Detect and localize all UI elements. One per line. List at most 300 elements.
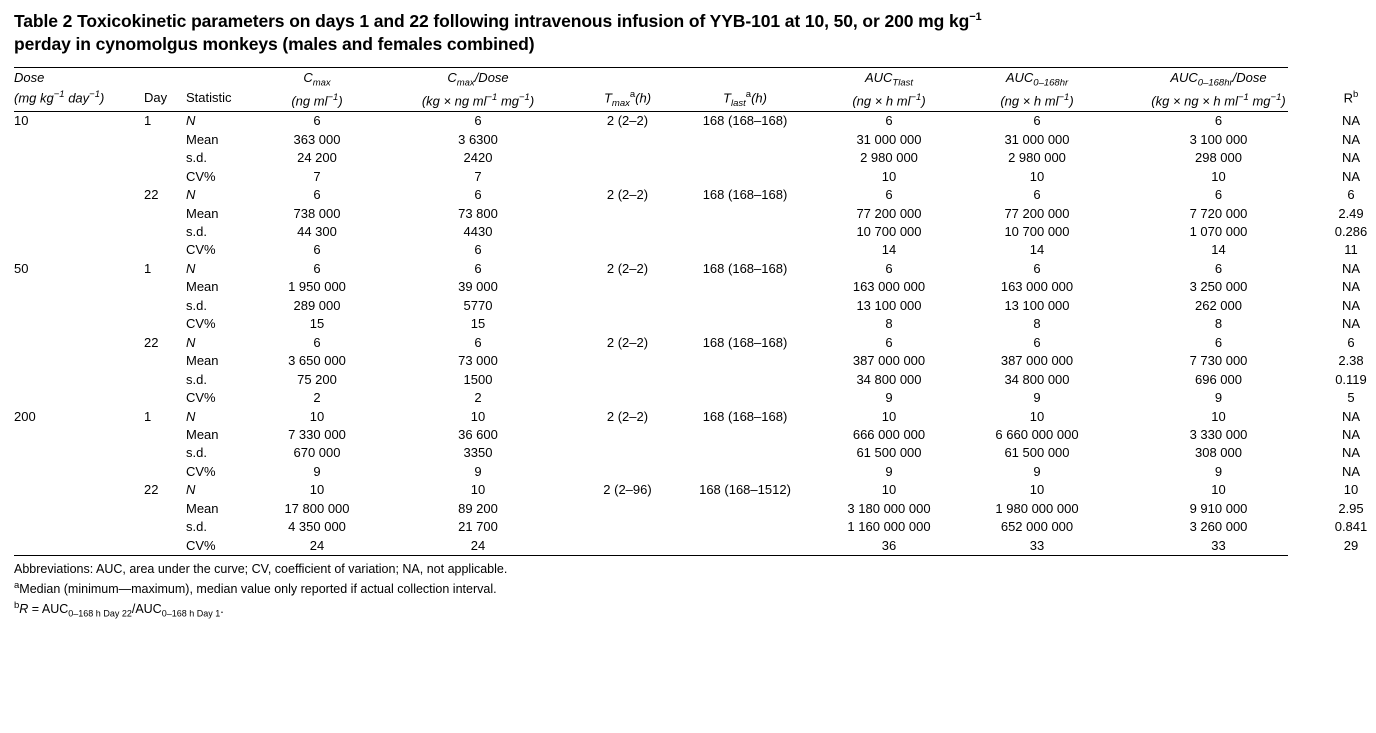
cell-tlast — [675, 315, 815, 333]
cell-auc-tlast: 8 — [885, 316, 893, 332]
cell-r: NA — [1341, 131, 1361, 147]
cell-dose — [14, 241, 144, 259]
cell-tlast: 168 (168–1512) — [699, 482, 791, 498]
header-dose-line1: Dose — [14, 69, 45, 85]
cell-day — [144, 537, 186, 555]
header-auc-0-168-line2: (ng × h $ml^{-1}$) — [1000, 91, 1074, 109]
cell-tlast — [675, 389, 815, 407]
cell-cmax-dose: 6 — [474, 260, 482, 276]
cell-r: NA — [1341, 260, 1361, 276]
cell-auc-0-168-dose: 6 — [1214, 113, 1223, 129]
cell-auc-tlast: 6 — [885, 113, 893, 129]
cell-day — [144, 444, 186, 462]
cell-auc-tlast: 163 000 000 — [852, 279, 926, 295]
table-row — [14, 352, 1376, 370]
cell-dose — [14, 389, 144, 407]
cell-tlast — [675, 205, 815, 223]
cell-auc-0-168: 6 — [1033, 113, 1041, 129]
cell-tmax — [580, 223, 675, 241]
cell-tmax — [580, 389, 675, 407]
cell-day — [144, 500, 186, 518]
table-row — [14, 481, 1376, 499]
cell-auc-tlast: 9 — [885, 390, 893, 406]
cell-tmax: 2 (2–2) — [606, 408, 649, 424]
caption-text-line2: perday in cynomolgus monkeys (males and females combined) — [14, 34, 535, 55]
cell-tmax — [580, 131, 675, 149]
cell-r: NA — [1341, 150, 1361, 166]
cell-cmax-dose: 6 — [474, 242, 482, 258]
cell-tmax: 2 (2–2) — [606, 334, 649, 350]
cell-cmax: 75 200 — [297, 371, 337, 387]
cell-r: 0.119 — [1335, 371, 1367, 387]
cell-tlast — [675, 131, 815, 149]
table-row — [14, 112, 1376, 130]
cell-auc-tlast: 3 180 000 000 — [847, 500, 931, 516]
caption-label: Table 2 — [14, 11, 73, 31]
header-tlast — [675, 68, 815, 112]
cell-tlast — [675, 278, 815, 296]
cell-tmax — [580, 371, 675, 389]
cell-day — [144, 518, 186, 536]
cell-auc-tlast: 666 000 000 — [852, 427, 926, 443]
cell-statistic: N — [186, 113, 196, 129]
cell-auc-0-168-dose: 10 — [1211, 408, 1226, 424]
cell-auc-0-168-dose: 6 — [1214, 334, 1223, 350]
cell-tmax — [580, 500, 675, 518]
header-tmax — [580, 68, 675, 112]
header-auc-0-168-dose-line2: (kg × ng × h $ml^{-1}$ $mg^{-1}$) — [1151, 91, 1286, 109]
header-day-label: Day — [144, 89, 168, 105]
cell-auc-tlast: 34 800 000 — [856, 371, 922, 387]
table-row — [14, 168, 1376, 186]
cell-cmax-dose: 9 — [474, 463, 482, 479]
cell-cmax: 7 330 000 — [288, 427, 346, 443]
header-tlast-label: $T_{last}^a(h)$ — [723, 88, 767, 109]
header-auc-tlast-line2: (ng × h $ml^{-1}$) — [852, 91, 926, 109]
cell-r: NA — [1341, 445, 1361, 461]
cell-auc-0-168-dose: 10 — [1211, 482, 1226, 498]
cell-tlast — [675, 463, 815, 481]
cell-cmax-dose: 2420 — [463, 150, 493, 166]
cell-cmax-dose: 10 — [470, 408, 486, 424]
cell-day: 1 — [144, 113, 152, 129]
cell-auc-0-168-dose: 7 720 000 — [1189, 205, 1248, 221]
cell-day — [144, 389, 186, 407]
cell-cmax: 6 — [313, 334, 321, 350]
cell-auc-0-168-dose: 9 910 000 — [1189, 500, 1248, 516]
cell-day — [144, 371, 186, 389]
table-row — [14, 186, 1376, 204]
cell-day — [144, 278, 186, 296]
cell-tlast — [675, 371, 815, 389]
cell-r: 6 — [1347, 334, 1355, 350]
table-row — [14, 241, 1376, 259]
cell-auc-0-168: 6 — [1033, 187, 1041, 203]
cell-dose: 50 — [14, 260, 29, 276]
cell-dose — [14, 205, 144, 223]
cell-statistic: Mean — [186, 131, 219, 147]
table-caption — [14, 10, 1288, 57]
cell-statistic: N — [186, 260, 196, 276]
cell-tlast — [675, 426, 815, 444]
cell-cmax-dose: 24 — [470, 537, 486, 553]
cell-auc-0-168: 34 800 000 — [1004, 371, 1070, 387]
table-row — [14, 537, 1376, 555]
table-row — [14, 260, 1376, 278]
caption-text-line1: Toxicokinetic parameters on days 1 and 22 following intravenous infusion of YYB-101 at 10, 50, or 200 mg kg — [77, 11, 970, 31]
header-cmax-dose — [376, 68, 580, 112]
cell-tlast — [675, 444, 815, 462]
cell-dose — [14, 537, 144, 555]
table-header-row — [14, 68, 1376, 112]
cell-cmax-dose: 21 700 — [458, 519, 498, 535]
cell-auc-tlast: 77 200 000 — [856, 205, 922, 221]
cell-r: 29 — [1343, 537, 1359, 553]
cell-cmax-dose: 10 — [470, 482, 486, 498]
cell-day — [144, 463, 186, 481]
cell-r: NA — [1341, 168, 1361, 184]
cell-statistic: s.d. — [186, 519, 207, 535]
header-cmax-line2: (ng $ml^{-1}$) — [291, 91, 343, 109]
cell-tlast: 168 (168–168) — [702, 113, 788, 129]
cell-cmax: 670 000 — [293, 445, 341, 461]
header-cmax — [258, 68, 376, 112]
cell-auc-tlast: 10 700 000 — [856, 224, 922, 240]
cell-dose — [14, 223, 144, 241]
table-row — [14, 500, 1376, 518]
cell-dose — [14, 481, 144, 499]
table-row — [14, 278, 1376, 296]
cell-day — [144, 297, 186, 315]
cell-cmax: 6 — [313, 260, 321, 276]
cell-day — [144, 168, 186, 186]
cell-tmax — [580, 149, 675, 167]
cell-auc-0-168: 13 100 000 — [1004, 297, 1070, 313]
cell-cmax-dose: 73 800 — [458, 205, 498, 221]
cell-dose — [14, 315, 144, 333]
cell-statistic: N — [186, 482, 196, 498]
table-row — [14, 223, 1376, 241]
cell-statistic: s.d. — [186, 371, 207, 387]
cell-tmax — [580, 278, 675, 296]
cell-dose — [14, 334, 144, 352]
table-row — [14, 444, 1376, 462]
cell-tmax: 2 (2–2) — [606, 187, 649, 203]
cell-statistic: CV% — [186, 463, 216, 479]
footnote-b: $^bR = AUC_{0-168 h Day 22}/AUC_{0-168 h Day 1}$. — [14, 599, 224, 619]
cell-r: 10 — [1343, 482, 1359, 498]
cell-cmax: 2 — [313, 390, 321, 406]
cell-cmax: 3 650 000 — [288, 353, 346, 369]
cell-r: NA — [1341, 279, 1361, 295]
cell-auc-0-168-dose: 7 730 000 — [1189, 353, 1248, 369]
cell-tlast — [675, 168, 815, 186]
cell-auc-0-168-dose: 6 — [1214, 187, 1223, 203]
cell-cmax: 17 800 000 — [284, 500, 350, 516]
table-row — [14, 315, 1376, 333]
cell-auc-0-168: 33 — [1029, 537, 1045, 553]
cell-tlast — [675, 241, 815, 259]
table-row — [14, 518, 1376, 536]
cell-tmax — [580, 518, 675, 536]
cell-day — [144, 149, 186, 167]
cell-auc-tlast: 2 980 000 — [860, 150, 918, 166]
cell-auc-tlast: 61 500 000 — [856, 445, 922, 461]
cell-auc-0-168-dose: 3 260 000 — [1189, 519, 1248, 535]
cell-dose — [14, 278, 144, 296]
cell-r: 2.49 — [1338, 205, 1364, 221]
cell-tmax — [580, 315, 675, 333]
cell-r: NA — [1341, 463, 1361, 479]
cell-day — [144, 131, 186, 149]
cell-cmax-dose: 89 200 — [458, 500, 498, 516]
cell-auc-0-168: 6 660 000 000 — [995, 427, 1079, 443]
cell-cmax-dose: 4430 — [463, 224, 493, 240]
cell-auc-0-168: 14 — [1029, 242, 1045, 258]
cell-auc-0-168: 2 980 000 — [1008, 150, 1066, 166]
cell-cmax: 44 300 — [297, 224, 337, 240]
cell-auc-0-168: 1 980 000 000 — [995, 500, 1079, 516]
cell-auc-0-168-dose: 9 — [1214, 390, 1223, 406]
cell-cmax: 289 000 — [293, 297, 341, 313]
cell-auc-tlast: 9 — [885, 463, 893, 479]
cell-tlast: 168 (168–168) — [702, 408, 788, 424]
cell-cmax: 4 350 000 — [288, 519, 346, 535]
cell-tmax — [580, 463, 675, 481]
table-row — [14, 205, 1376, 223]
cell-auc-0-168: 8 — [1033, 316, 1041, 332]
cell-auc-0-168-dose: 3 100 000 — [1189, 131, 1248, 147]
cell-cmax-dose: 2 — [474, 390, 482, 406]
cell-auc-0-168: 652 000 000 — [1000, 519, 1074, 535]
cell-cmax: 15 — [309, 316, 325, 332]
footnote-a: $^a$Median (minimum—maximum), median value only reported if actual collection interval. — [14, 579, 497, 597]
cell-auc-0-168-dose: 3 330 000 — [1189, 427, 1248, 443]
cell-dose — [14, 426, 144, 444]
table-row — [14, 371, 1376, 389]
cell-auc-tlast: 36 — [881, 537, 897, 553]
cell-dose — [14, 131, 144, 149]
cell-auc-0-168: 6 — [1033, 334, 1041, 350]
header-auc-0-168-dose — [1111, 68, 1326, 112]
cell-auc-tlast: 6 — [885, 260, 893, 276]
cell-tmax — [580, 297, 675, 315]
cell-dose — [14, 297, 144, 315]
cell-cmax-dose: 73 000 — [458, 353, 498, 369]
cell-auc-tlast: 10 — [881, 408, 897, 424]
cell-statistic: Mean — [186, 500, 219, 516]
cell-auc-0-168: 61 500 000 — [1004, 445, 1070, 461]
header-dose-line2: (mg $kg^{-1}$ day$^{-1}$) — [14, 88, 105, 105]
cell-auc-0-168-dose: 308 000 — [1195, 445, 1242, 461]
header-statistic — [186, 68, 258, 112]
cell-tlast — [675, 537, 815, 555]
cell-dose — [14, 444, 144, 462]
cell-cmax-dose: 3 6300 — [458, 131, 498, 147]
cell-auc-tlast: 1 160 000 000 — [847, 519, 931, 535]
header-cmax-line1: $C_{max}$ — [303, 69, 331, 89]
cell-statistic: s.d. — [186, 224, 207, 240]
cell-r: NA — [1341, 316, 1361, 332]
cell-auc-0-168-dose: 9 — [1214, 463, 1223, 479]
cell-auc-0-168: 387 000 000 — [1000, 353, 1074, 369]
cell-cmax-dose: 6 — [474, 334, 482, 350]
cell-dose — [14, 149, 144, 167]
header-auc-tlast-line1: $AUC_{Tlast}$ — [864, 69, 914, 89]
cell-cmax-dose: 15 — [470, 316, 486, 332]
cell-cmax: 9 — [313, 463, 321, 479]
cell-cmax-dose: 7 — [474, 168, 482, 184]
cell-auc-0-168-dose: 696 000 — [1195, 371, 1242, 387]
cell-day: 1 — [144, 408, 152, 424]
cell-dose — [14, 518, 144, 536]
cell-auc-0-168: 77 200 000 — [1004, 205, 1070, 221]
cell-statistic: CV% — [186, 168, 216, 184]
header-auc-0-168-dose-line1: $AUC_{0-168hr}$/Dose — [1170, 69, 1267, 89]
cell-day — [144, 223, 186, 241]
table-row — [14, 131, 1376, 149]
header-auc-tlast — [815, 68, 963, 112]
footnote-abbreviations: Abbreviations: AUC, area under the curve; CV, coefficient of variation; NA, not applicable. — [14, 562, 508, 577]
cell-statistic: N — [186, 187, 196, 203]
table-row — [14, 334, 1376, 352]
table-body — [14, 112, 1376, 555]
cell-dose — [14, 371, 144, 389]
toxicokinetic-table — [14, 68, 1376, 112]
cell-auc-tlast: 13 100 000 — [856, 297, 922, 313]
cell-r: NA — [1341, 113, 1361, 129]
header-day — [144, 68, 186, 112]
cell-statistic: Mean — [186, 205, 219, 221]
cell-r: 0.286 — [1334, 224, 1368, 240]
cell-tlast: 168 (168–168) — [702, 187, 788, 203]
cell-statistic: Mean — [186, 279, 219, 295]
cell-tlast — [675, 518, 815, 536]
table-row — [14, 408, 1376, 426]
caption-superscript: −1 — [969, 11, 982, 24]
cell-r: 5 — [1347, 390, 1355, 406]
table-row — [14, 297, 1376, 315]
cell-cmax-dose: 6 — [474, 113, 482, 129]
cell-auc-0-168-dose: 14 — [1211, 242, 1226, 258]
table-row — [14, 426, 1376, 444]
cell-cmax: 10 — [309, 482, 325, 498]
cell-auc-0-168-dose: 298 000 — [1195, 150, 1242, 166]
cell-cmax-dose: 1500 — [463, 371, 493, 387]
cell-day — [144, 352, 186, 370]
cell-cmax: 6 — [313, 113, 321, 129]
cell-auc-0-168-dose: 8 — [1214, 316, 1223, 332]
cell-statistic: s.d. — [186, 445, 207, 461]
cell-auc-0-168: 9 — [1033, 390, 1041, 406]
cell-auc-0-168-dose: 3 250 000 — [1189, 279, 1248, 295]
cell-tlast — [675, 500, 815, 518]
cell-r: 6 — [1347, 187, 1355, 203]
cell-tmax: 2 (2–2) — [606, 113, 649, 129]
cell-r: NA — [1341, 408, 1361, 424]
cell-tmax: 2 (2–2) — [606, 260, 649, 276]
cell-auc-0-168: 10 700 000 — [1004, 224, 1070, 240]
cell-r: NA — [1341, 427, 1361, 443]
cell-cmax: 7 — [313, 168, 321, 184]
cell-r: 2.95 — [1338, 500, 1364, 516]
cell-tmax — [580, 168, 675, 186]
cell-day — [144, 426, 186, 444]
cell-tmax — [580, 205, 675, 223]
cell-auc-tlast: 10 — [881, 168, 897, 184]
cell-tmax: 2 (2–96) — [603, 482, 652, 498]
cell-tmax — [580, 426, 675, 444]
cell-tlast — [675, 352, 815, 370]
cell-cmax: 24 200 — [297, 150, 337, 166]
cell-statistic: s.d. — [186, 297, 207, 313]
cell-dose — [14, 186, 144, 204]
cell-cmax: 6 — [313, 187, 321, 203]
cell-day — [144, 241, 186, 259]
cell-cmax: 1 950 000 — [288, 279, 346, 295]
header-statistic-label: Statistic — [186, 89, 232, 105]
cell-cmax: 363 000 — [293, 131, 341, 147]
cell-statistic: N — [186, 334, 196, 350]
cell-statistic: Mean — [186, 353, 219, 369]
cell-dose — [14, 500, 144, 518]
cell-auc-tlast: 387 000 000 — [852, 353, 926, 369]
cell-r: 0.841 — [1334, 519, 1368, 535]
cell-auc-0-168: 6 — [1033, 260, 1041, 276]
cell-auc-0-168: 10 — [1029, 482, 1045, 498]
cell-day: 1 — [144, 260, 152, 276]
cell-tlast — [675, 297, 815, 315]
header-auc-0-168 — [963, 68, 1111, 112]
cell-dose: 200 — [14, 408, 36, 424]
cell-day — [144, 205, 186, 223]
cell-tmax — [580, 444, 675, 462]
cell-statistic: CV% — [186, 537, 216, 553]
cell-cmax-dose: 39 000 — [458, 279, 498, 295]
header-dose — [14, 68, 144, 112]
cell-auc-tlast: 6 — [885, 334, 893, 350]
cell-auc-0-168-dose: 33 — [1211, 537, 1226, 553]
table-row — [14, 389, 1376, 407]
header-r — [1326, 68, 1376, 112]
cell-auc-tlast: 6 — [885, 187, 893, 203]
cell-auc-0-168-dose: 1 070 000 — [1189, 224, 1248, 240]
cell-tlast: 168 (168–168) — [702, 334, 788, 350]
cell-cmax-dose: 5770 — [463, 297, 493, 313]
cell-day: 22 — [144, 482, 159, 498]
header-cmax-dose-line2: (kg × ng $ml^{-1}$ $mg^{-1}$) — [421, 91, 535, 109]
cell-statistic: CV% — [186, 390, 216, 406]
cell-auc-0-168: 10 — [1029, 168, 1045, 184]
cell-cmax: 6 — [313, 242, 321, 258]
cell-auc-0-168-dose: 10 — [1211, 168, 1226, 184]
cell-statistic: Mean — [186, 427, 219, 443]
cell-day: 22 — [144, 334, 159, 350]
cell-tmax — [580, 352, 675, 370]
cell-auc-0-168: 163 000 000 — [1000, 279, 1074, 295]
cell-tlast: 168 (168–168) — [702, 260, 788, 276]
cell-statistic: s.d. — [186, 150, 207, 166]
cell-tlast — [675, 149, 815, 167]
cell-dose: 10 — [14, 113, 29, 129]
header-r-label: $R^b$ — [1343, 88, 1359, 105]
cell-r: 11 — [1344, 242, 1358, 258]
cell-auc-0-168: 9 — [1033, 463, 1041, 479]
cell-day — [144, 315, 186, 333]
cell-statistic: CV% — [186, 242, 216, 258]
cell-tmax — [580, 537, 675, 555]
cell-auc-0-168-dose: 262 000 — [1195, 297, 1242, 313]
